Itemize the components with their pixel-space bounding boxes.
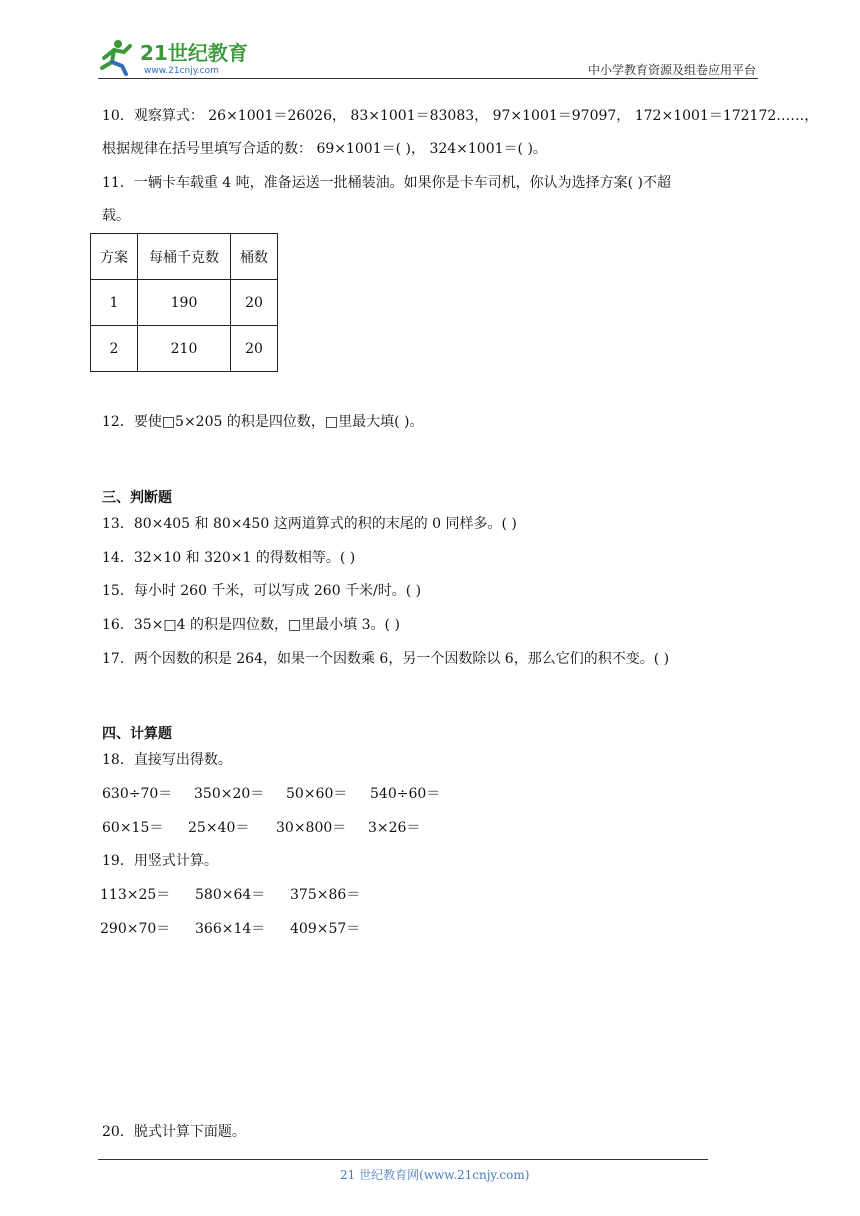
q15: 15．每小时 260 千米，可以写成 260 千米/时。( ) (102, 583, 422, 599)
q18-item: 30×800＝ (276, 820, 347, 836)
q13: 13．80×405 和 80×450 这两道算式的积的末尾的 0 同样多。( ) (102, 516, 517, 532)
q16: 16．35×□4 的积是四位数，□里最小填 3。( ) (102, 617, 400, 633)
q18-item: 630÷70＝ (102, 786, 173, 802)
table-cell: 20 (231, 326, 278, 372)
q14: 14．32×10 和 320×1 的得数相等。( ) (102, 550, 356, 566)
table-row (91, 280, 278, 326)
table-header: 每桶千克数 (138, 234, 231, 280)
q18-item: 60×15＝ (102, 820, 164, 836)
q19-item: 366×14＝ (195, 921, 266, 937)
q19-item: 290×70＝ (100, 921, 171, 937)
q18-item: 50×60＝ (286, 786, 348, 802)
table-cell: 2 (91, 326, 138, 372)
q19-item: 580×64＝ (195, 887, 266, 903)
header-divider (98, 78, 758, 79)
logo (96, 36, 266, 78)
table-header-row (91, 234, 278, 280)
section4-title: 四、计算题 (102, 726, 172, 742)
table-header: 桶数 (231, 234, 278, 280)
q19-item: 409×57＝ (290, 921, 361, 937)
table-cell: 210 (138, 326, 231, 372)
plan-table (90, 233, 278, 372)
table-row (91, 326, 278, 372)
q10-line1: 10．观察算式： 26×1001＝26026， 83×1001＝83083， 97×1001＝97097， 172×1001＝172172……， (102, 108, 819, 124)
q11-line1: 11．一辆卡车载重 4 吨，准备运送一批桶装油。如果你是卡车司机，你认为选择方案( )不超 (102, 175, 671, 191)
section3-title: 三、判断题 (102, 490, 172, 506)
q18: 18．直接写出得数。 (102, 752, 232, 768)
footer-link[interactable]: 21 世纪教育网(www.21cnjy.com) (340, 1168, 530, 1182)
q18-item: 540÷60＝ (370, 786, 441, 802)
runner-icon (102, 40, 130, 74)
logo-text: 21世纪教育 (140, 41, 248, 65)
q18-item: 25×40＝ (188, 820, 250, 836)
q12: 12．要使□5×205 的积是四位数，□里最大填( )。 (102, 414, 424, 430)
footer-divider (98, 1159, 708, 1160)
table-cell: 1 (91, 280, 138, 326)
q17: 17．两个因数的积是 264，如果一个因数乘 6，另一个因数除以 6，那么它们的积不变。( ) (102, 651, 670, 667)
q18-item: 3×26＝ (368, 820, 421, 836)
q10-line2: 根据规律在括号里填写合适的数： 69×1001＝( )， 324×1001＝( )。 (102, 141, 547, 157)
q18-item: 350×20＝ (194, 786, 265, 802)
q20: 20．脱式计算下面题。 (102, 1124, 246, 1140)
table-cell: 190 (138, 280, 231, 326)
logo-url: www.21cnjy.com (144, 66, 219, 76)
table-header: 方案 (91, 234, 138, 280)
q19-item: 113×25＝ (100, 887, 171, 903)
q19-item: 375×86＝ (290, 887, 361, 903)
q19: 19．用竖式计算。 (102, 853, 218, 869)
header-right-text: 中小学教育资源及组卷应用平台 (587, 63, 756, 77)
q11-line2: 载。 (102, 208, 130, 224)
table-cell: 20 (231, 280, 278, 326)
